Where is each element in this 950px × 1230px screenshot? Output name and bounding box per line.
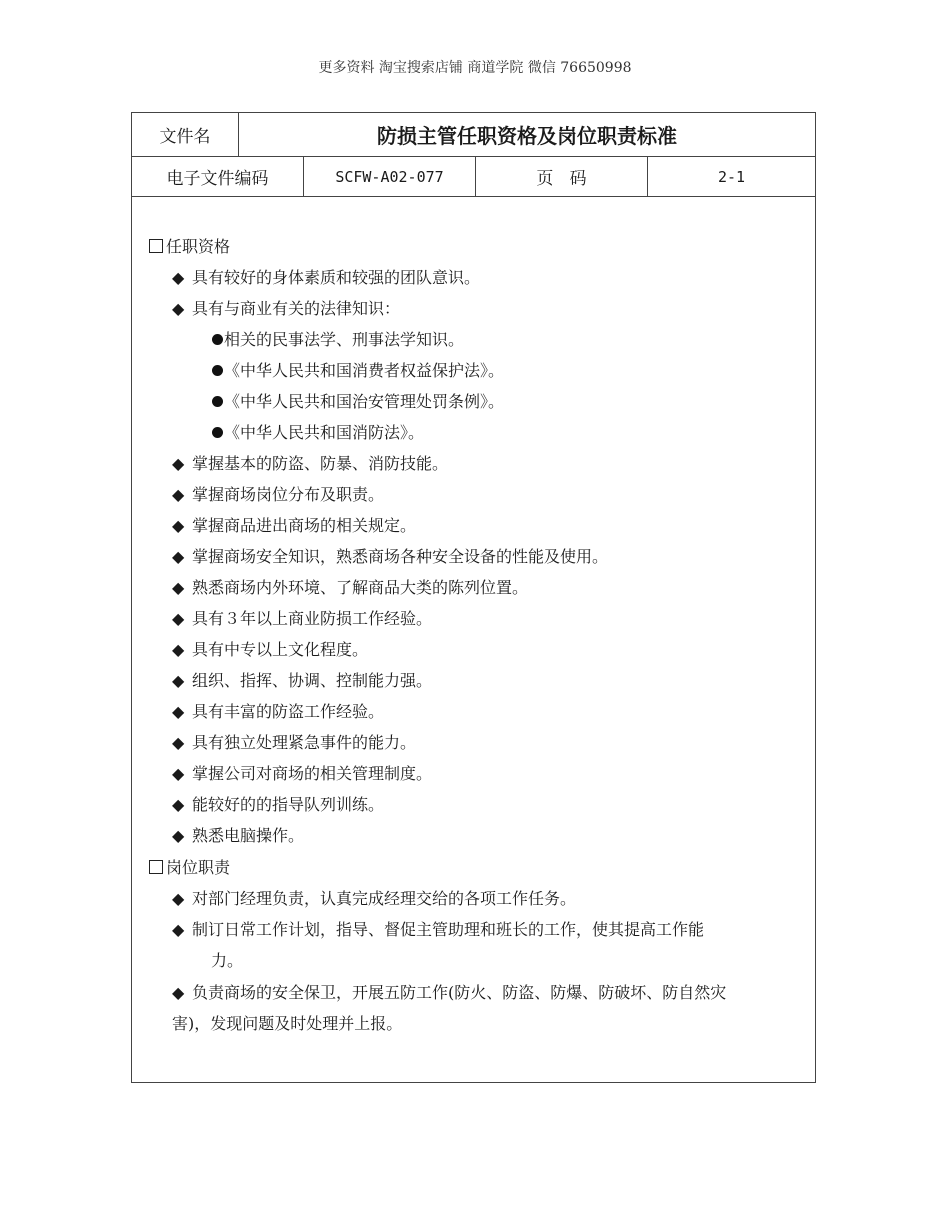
dot-bullet-icon (212, 365, 223, 376)
qualification-item: ◆ 掌握公司对商场的相关管理制度。 (172, 758, 432, 789)
diamond-bullet-icon: ◆ (172, 609, 185, 628)
code-value: SCFW-A02-077 (304, 157, 476, 196)
qualification-item: ◆ 掌握商场安全知识，熟悉商场各种安全设备的性能及使用。 (172, 541, 608, 572)
qualification-item: ◆ 熟悉商场内外环境、了解商品大类的陈列位置。 (172, 572, 528, 603)
page-value: 2-1 (717, 167, 746, 186)
law-item: 《中华人民共和国消防法》。 (212, 417, 424, 448)
diamond-bullet-icon: ◆ (172, 485, 185, 504)
header-note: 更多资料 淘宝搜索店铺 商道学院 微信 76650998 (318, 60, 632, 76)
checkbox-square-icon (149, 239, 163, 253)
qualification-item: ◆ 组织、指挥、协调、控制能力强。 (172, 665, 432, 696)
diamond-bullet-icon: ◆ (172, 795, 185, 814)
qualification-item: ◆ 具有中专以上文化程度。 (172, 634, 368, 665)
diamond-bullet-icon: ◆ (172, 826, 185, 845)
diamond-bullet-icon: ◆ (172, 889, 185, 908)
diamond-bullet-icon: ◆ (172, 920, 185, 939)
qualifications-heading: 任职资格 (149, 231, 230, 262)
file-name-label: 文件名 (132, 113, 239, 156)
diamond-bullet-icon: ◆ (172, 733, 185, 752)
duty-item: ◆ 负责商场的安全保卫，开展五防工作(防火、防盗、防爆、防破坏、防自然灾 (172, 977, 726, 1008)
duties-heading: 岗位职责 (149, 852, 230, 883)
diamond-bullet-icon: ◆ (172, 702, 185, 721)
checkbox-square-icon (149, 860, 163, 874)
duty-item: ◆ 对部门经理负责，认真完成经理交给的各项工作任务。 (172, 883, 576, 914)
qualification-item: ◆ 熟悉电脑操作。 (172, 820, 304, 851)
qualification-item: ◆ 掌握基本的防盗、防暴、消防技能。 (172, 448, 448, 479)
dot-bullet-icon (212, 396, 223, 407)
qualification-item: ◆ 具有较好的身体素质和较强的团队意识。 (172, 262, 480, 293)
law-item: 《中华人民共和国消费者权益保护法》。 (212, 355, 504, 386)
duty-item-continuation: 力。 (211, 951, 244, 970)
qualification-item: ◆ 具有独立处理紧急事件的能力。 (172, 727, 416, 758)
qualification-item: ◆ 能较好的的指导队列训练。 (172, 789, 384, 820)
qualification-item: ◆ 具有与商业有关的法律知识： (172, 293, 400, 324)
meta-row (132, 157, 815, 197)
diamond-bullet-icon: ◆ (172, 299, 185, 318)
diamond-bullet-icon: ◆ (172, 578, 185, 597)
qualification-item: ◆ 具有丰富的防盗工作经验。 (172, 696, 384, 727)
diamond-bullet-icon: ◆ (172, 547, 185, 566)
document-frame (131, 112, 816, 1083)
duty-item-continuation: 害)，发现问题及时处理并上报。 (172, 1014, 403, 1033)
code-label: 电子文件编码 (132, 157, 304, 196)
diamond-bullet-icon: ◆ (172, 640, 185, 659)
dot-bullet-icon (212, 427, 223, 438)
duty-item: ◆ 制订日常工作计划，指导、督促主管助理和班长的工作，使其提高工作能 (172, 914, 704, 945)
page-label: 页 码 (476, 157, 648, 196)
document-title: 防损主管任职资格及岗位职责标准 (377, 124, 677, 148)
qualification-item: ◆ 掌握商品进出商场的相关规定。 (172, 510, 416, 541)
law-item: 《中华人民共和国治安管理处罚条例》。 (212, 386, 504, 417)
document-body (132, 197, 815, 1082)
diamond-bullet-icon: ◆ (172, 983, 185, 1002)
diamond-bullet-icon: ◆ (172, 516, 185, 535)
qualification-item: ◆ 具有３年以上商业防损工作经验。 (172, 603, 432, 634)
diamond-bullet-icon: ◆ (172, 671, 185, 690)
diamond-bullet-icon: ◆ (172, 454, 185, 473)
qualification-item: ◆ 掌握商场岗位分布及职责。 (172, 479, 384, 510)
dot-bullet-icon (212, 334, 223, 345)
diamond-bullet-icon: ◆ (172, 764, 185, 783)
law-item: 相关的民事法学、刑事法学知识。 (212, 324, 464, 355)
title-row (132, 113, 815, 157)
diamond-bullet-icon: ◆ (172, 268, 185, 287)
